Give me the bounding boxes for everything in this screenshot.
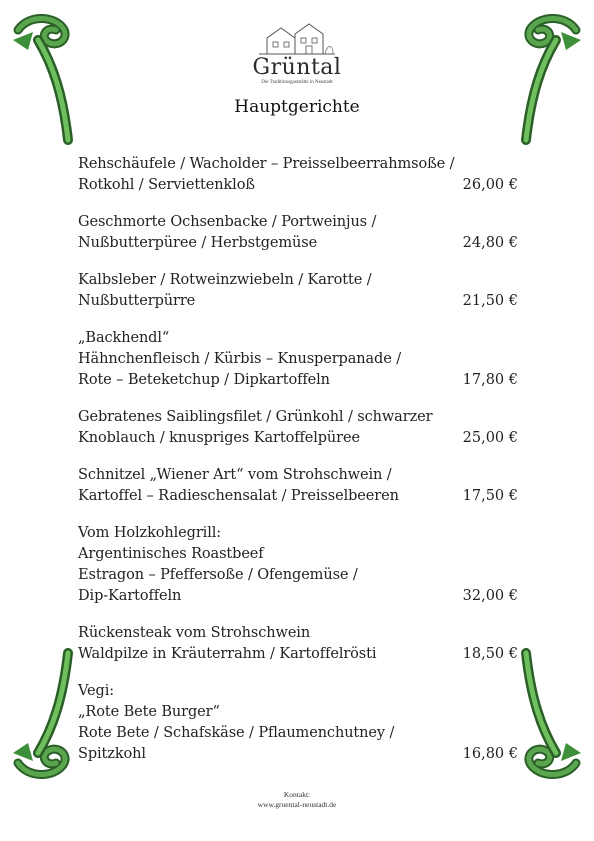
dish-description-line: Hähnchenfleisch / Kürbis – Knusperpanade / [78,351,401,367]
ribbon-ornament-icon [496,10,586,145]
restaurant-logo [247,20,347,86]
dish-price-row [78,175,518,196]
contact-label: Kontakt: [283,790,311,799]
dish-price: 18,50 € [462,646,518,662]
dish-description-line: Geschmorte Ochsenbacke / Portweinjus / [78,214,377,230]
dish-description-line: Argentinisches Roastbeef [78,546,264,562]
footer [0,790,594,810]
dish-price-row [78,586,518,607]
dish-price: 16,80 € [462,746,518,762]
dish-description-line: Vom Holzkohlegrill: [78,525,222,541]
dish-price: 17,80 € [462,372,518,388]
ribbon-ornament-icon [8,10,98,145]
dish-description-line: Rote – Beteketchup / Dipkartoffeln [78,372,330,388]
dish-price-row [78,370,518,391]
dish-price-row [78,644,518,665]
dish-price-row [78,291,518,312]
dish-price-row [78,428,518,449]
dish-description-line: Rückensteak vom Strohschwein [78,625,311,641]
dish-price: 32,00 € [462,588,518,604]
menu-item [78,154,518,196]
dish-description-line: Kalbsleber / Rotweinzwiebeln / Karotte / [78,272,372,288]
dish-description-line: Rotkohl / Serviettenkloß [78,177,255,193]
dish-price: 24,80 € [462,235,518,251]
dish-price: 26,00 € [462,177,518,193]
menu-item [78,523,518,607]
dish-description-line: Rote Bete / Schafskäse / Pflaumenchutney / [78,725,395,741]
dish-price: 17,50 € [462,488,518,504]
house-logo-icon [257,20,337,56]
dish-description-line: Nußbutterpüree / Herbstgemüse [78,235,318,251]
menu-item [78,465,518,507]
dish-description-line: Knoblauch / knuspriges Kartoffelpüree [78,430,360,446]
dish-description-line: Dip-Kartoffeln [78,588,182,604]
dish-price-row [78,486,518,507]
dish-description-line: „Rote Bete Burger“ [78,704,220,720]
dish-description-line: Vegi: [78,683,115,699]
dish-price-row [78,233,518,254]
dish-price: 25,00 € [462,430,518,446]
brand-name: Grüntal [252,55,342,80]
dish-description-line: Nußbutterpürre [78,293,196,309]
dish-description-line: Rehschäufele / Wacholder – Preisselbeerrahmsoße / [78,156,455,172]
dish-description-line: Estragon – Pfeffersoße / Ofengemüse / [78,567,358,583]
website-link[interactable]: www.gruental-neustadt.de [257,800,337,809]
dish-price: 21,50 € [462,293,518,309]
dish-description-line: Waldpilze in Kräuterrahm / Kartoffelrösti [78,646,377,662]
menu-item [78,270,518,312]
menu-item [78,681,518,765]
dish-description-line: Schnitzel „Wiener Art“ vom Strohschwein / [78,467,392,483]
menu-item [78,328,518,391]
menu-item [78,407,518,449]
menu-item [78,212,518,254]
menu-list [78,154,518,781]
dish-description-line: Spitzkohl [78,746,146,762]
menu-item [78,623,518,665]
dish-description-line: Kartoffel – Radieschensalat / Preisselbeeren [78,488,399,504]
dish-description-line: Gebratenes Saiblingsfilet / Grünkohl / schwarzer [78,409,433,425]
brand-tagline: Die Traditionsgaststätte in Neustadt [261,80,333,85]
dish-description-line: „Backhendl“ [78,330,170,346]
dish-price-row [78,744,518,765]
page-title: Hauptgerichte [234,97,360,117]
